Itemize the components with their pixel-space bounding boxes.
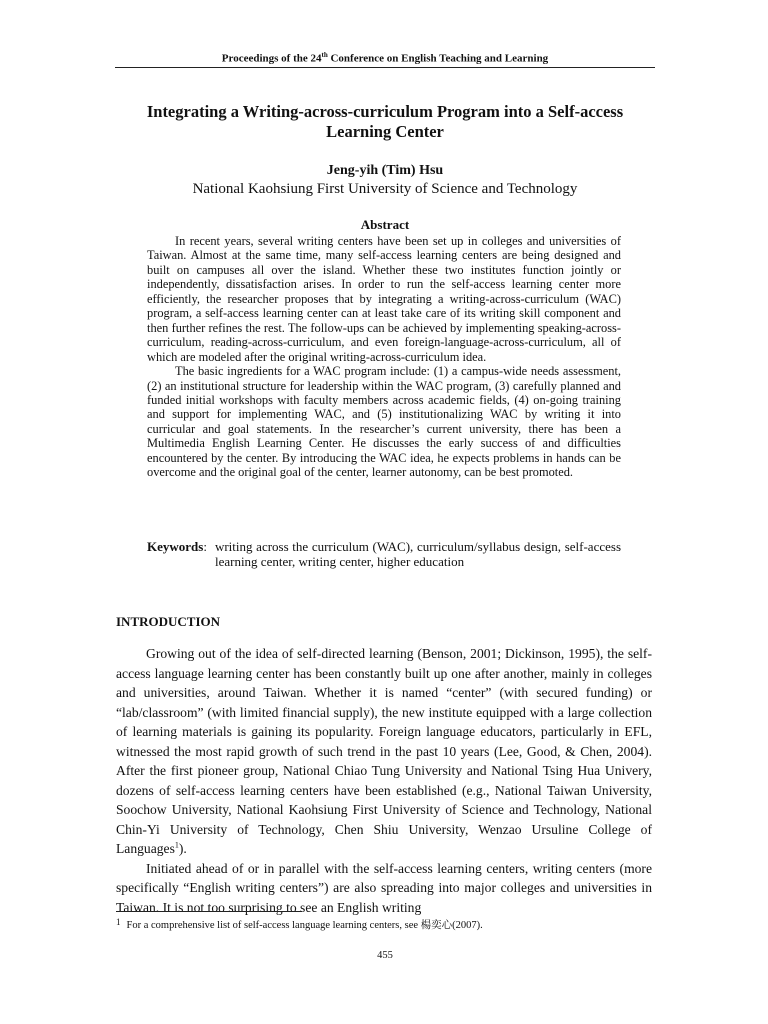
abstract-heading: Abstract [360, 217, 410, 232]
introduction-paragraph [116, 644, 652, 859]
paper-title: Integrating a Writing-across-curriculum Program into a Self-access Learning Center [146, 102, 624, 141]
introduction-body [116, 644, 652, 917]
footnote-reference: 1 [174, 840, 179, 850]
running-header [115, 51, 655, 65]
author-name: Jeng-yih (Tim) Hsu [326, 163, 444, 178]
introduction-paragraph: Initiated ahead of or in parallel with the self-access learning centers, writing centers (more specifically “English writing centers”) are also spreading into major colleges and universities in Taiwan. It is not too surprising to see an English writing [116, 860, 652, 915]
abstract-paragraph: In recent years, several writing centers have been set up in colleges and universities of Taiwan. Almost at the same time, many self-access learning centers are being designed and built on campuses all over the island. Whether these two institutes function jointly or independently, dissatisfaction arises. In order to run the self-access learning center more efficiently, the researcher proposes that by integrating a writing-across-curriculum (WAC) program, a self-access learning center can at least take care of its writing skill component and then further refines the rest. The follow-ups can be achieved by implementing speaking-across-curriculum, reading-across-curriculum, and even foreign-language-across-curriculum, all of which are modeled after the original writing-across-curriculum idea. [147, 234, 621, 364]
header-prefix: Proceedings of the 24 [221, 52, 322, 65]
keywords-label: Keywords [147, 539, 204, 554]
footnote [116, 917, 652, 932]
keywords [147, 539, 621, 569]
footnote-mark: 1 [116, 917, 121, 927]
header-suffix: Conference on English Teaching and Learning [327, 52, 549, 65]
footnote-rule [116, 911, 302, 912]
section-heading-introduction: INTRODUCTION [116, 614, 221, 629]
header-ordinal: th [321, 51, 328, 59]
intro-text: Growing out of the idea of self-directed learning (Benson, 2001; Dickinson, 1995), the self-access language learning center has been constantly built up one after another, mainly in colleges and universities, around Taiwan. Whether it is named “center” (with secured funding) or “lab/classroom” (with limited financial supply), the new institute equipped with a large collection of learning materials is gaining its popularity. Foreign language educators, particularly in EFL, witnessed the most rapid growth of such trend in the past 10 years (Lee, Good, & Chen, 2004). After the first pioneer group, National Chiao Tung University and National Tsing Hua Univery, dozens of self-access learning centers have been established (e.g., National Taiwan University, Soochow University, National Kaohsiung First University of Science and Technology, National Chin-Yi University of Technology, Chen Shiu University, Wenzao Ursuline College of Languages [116, 646, 652, 856]
page-number: 455 [377, 950, 393, 961]
keywords-text: writing across the curriculum (WAC), curriculum/syllabus design, self-access learning center, writing center, higher education [214, 539, 621, 569]
author-affiliation: National Kaohsiung First University of Science and Technology [192, 181, 578, 197]
abstract-paragraph: The basic ingredients for a WAC program include: (1) a campus-wide needs assessment, (2) an institutional structure for leadership within the WAC program, (3) carefully planned and funded initial workshops with faculty members across academic fields, (4) on-going training and support for implementing WAC, and (5) institutionalizing WAC by writing it into curricular and goal statements. In the researcher’s current university, there has been a Multimedia English Learning Center. He discusses the early success of and difficulties encountered by the center. By introducing the WAC idea, he expects problems in hands can be overcome and the original goal of the center, learner autonomy, can be best promoted. [147, 364, 621, 480]
intro-text-end: ). [178, 841, 187, 856]
abstract-body [147, 234, 621, 480]
footnote-text: For a comprehensive list of self-access language learning centers, see 楊奕心(2007). [126, 920, 483, 931]
keywords-colon: : [203, 539, 207, 554]
header-rule [115, 67, 655, 68]
